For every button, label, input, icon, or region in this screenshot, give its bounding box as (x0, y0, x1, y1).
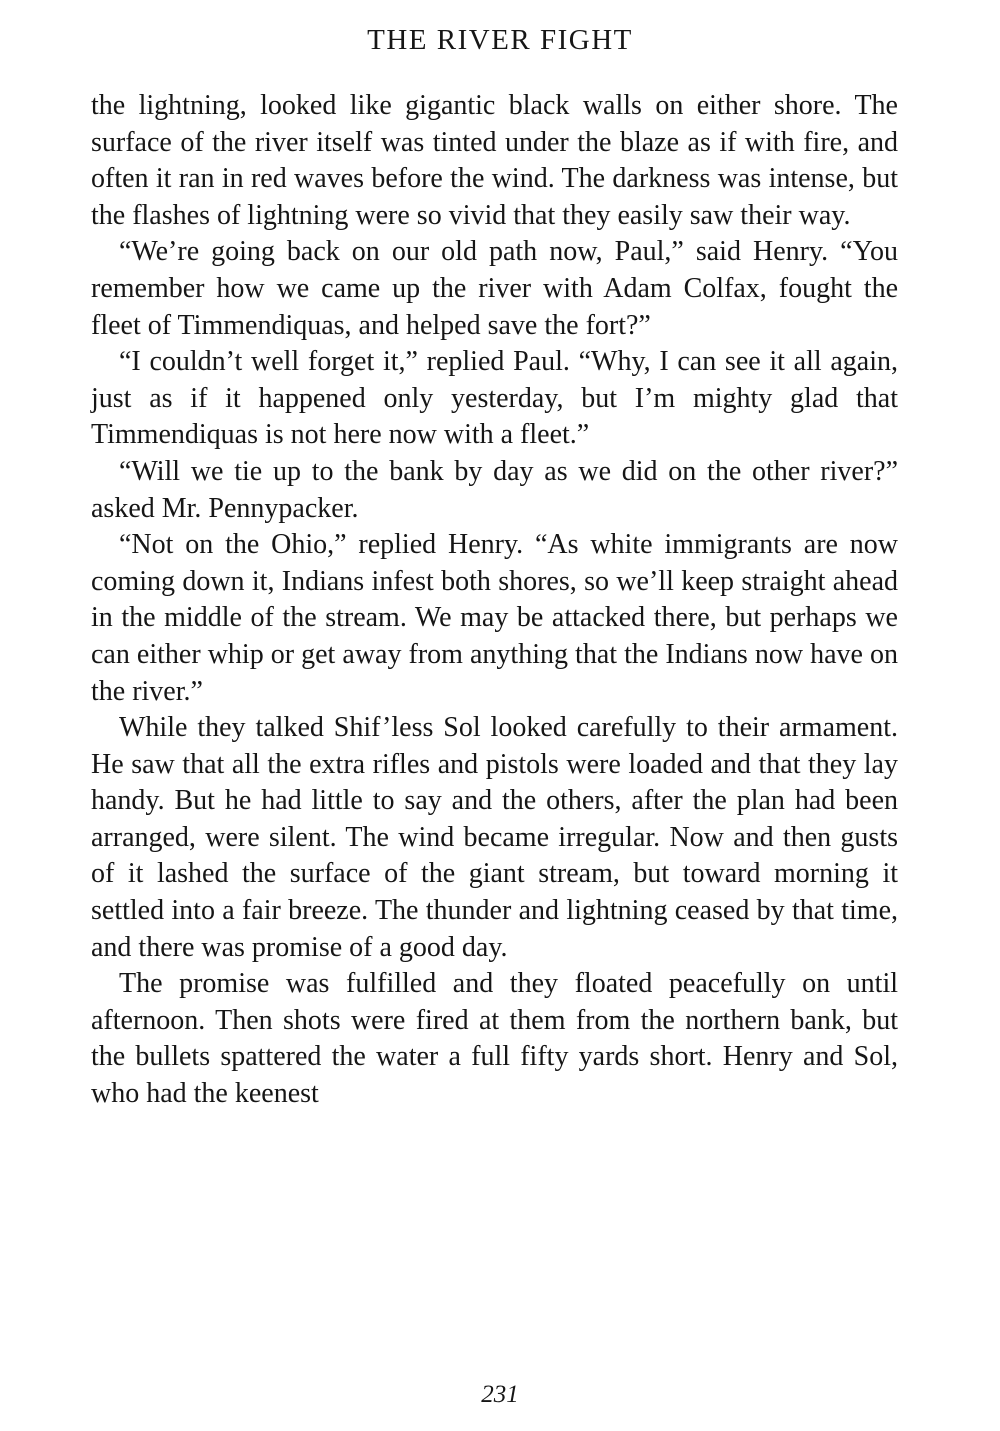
paragraph: “I couldn’t well forget it,” replied Paul. “Why, I can see it all again, just as if it happened only yesterday, but I’m mighty glad that Timmendiquas is not here now with a fleet.” (91, 346, 898, 451)
paragraph: The promise was fulfilled and they floated peacefully on until afternoon. Then shots were fired at them from the northern bank, but the bullets spattered the water a full fifty yards short. Henry and Sol, who had the keenest (91, 968, 898, 1110)
running-head-title: THE RIVER FIGHT (367, 24, 633, 56)
page-number: 231 (481, 1381, 519, 1408)
body-text (91, 88, 898, 1113)
paragraph: “Will we tie up to the bank by day as we did on the other river?” asked Mr. Pennypacker. (91, 455, 898, 524)
paragraph: While they talked Shif’less Sol looked carefully to their armament. He saw that all the extra rifles and pistols were loaded and that they lay handy. But he had little to say and the others, after the plan had been arranged, were silent. The wind became irregular. Now and then gusts of it lashed the surface of the giant stream, but toward morning it settled into a fair breeze. The thunder and lightning ceased by that time, and there was promise of a good day. (91, 712, 898, 963)
paragraph: “We’re going back on our old path now, Paul,” said Henry. “You remember how we came up the river with Adam Colfax, fought the fleet of Timmendiquas, and helped save the fort?” (91, 236, 898, 341)
paragraph: “Not on the Ohio,” replied Henry. “As white immigrants are now coming down it, Indians infest both shores, so we’ll keep straight ahead in the middle of the stream. We may be attacked there, but perhaps we can either whip or get away from anything that the Indians now have on the river.” (91, 529, 898, 707)
paragraph: the lightning, looked like gigantic black walls on either shore. The surface of the river itself was tinted under the blaze as if with fire, and often it ran in red waves before the wind. The darkness was intense, but the flashes of lightning were so vivid that they easily saw their way. (91, 90, 898, 231)
